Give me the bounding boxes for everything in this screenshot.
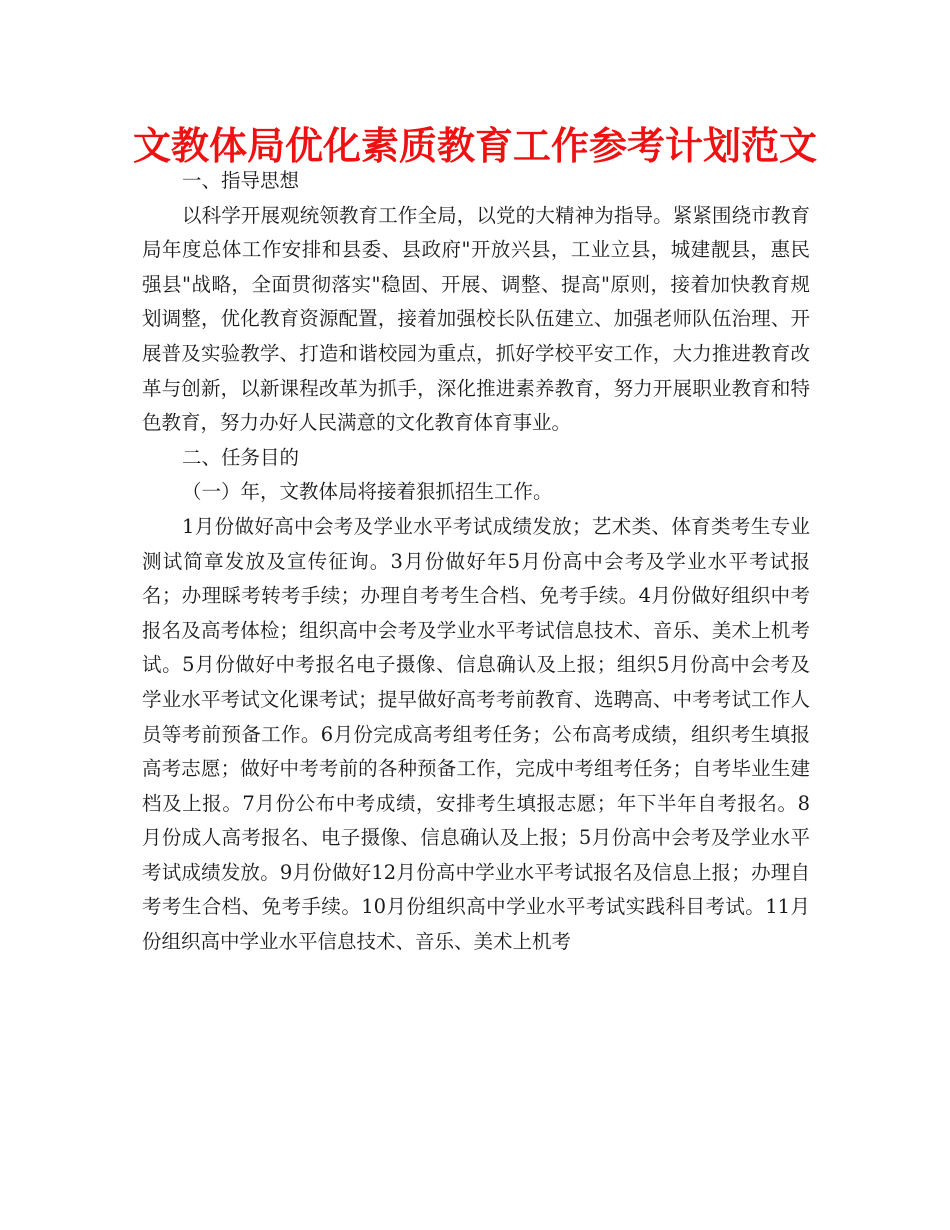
document-body	[142, 164, 810, 960]
document-title: 文教体局优化素质教育工作参考计划范文	[132, 124, 817, 168]
subsection-heading-enrollment: （一）年，文教体局将接着狠抓招生工作。	[182, 480, 553, 504]
section-heading-guiding-ideology: 一、指导思想	[182, 169, 300, 192]
paragraph-guiding-ideology: 以科学开展观统领教育工作全局，以党的大精神为指导。紧紧围绕市教育局年度总体工作安排和县委、县政府"开放兴县，工业立县，城建靓县，惠民强县"战略，全面贯彻落实"稳固、开展、调整、提高"原则，接着加快教育规划调整，优化教育资源配置，接着加强校长队伍建立、加强老师队伍治理、开展普及实验教学、打造和谐校园为重点，抓好学校平安工作，大力推进教育改革与创新，以新课程改革为抓手，深化推进素养教育，努力开展职业教育和特色教育，努力办好人民满意的文化教育体育事业。	[142, 203, 810, 435]
section-heading-task-objectives: 二、任务目的	[182, 445, 300, 469]
paragraph-monthly-schedule: 1月份做好高中会考及学业水平考试成绩发放；艺术类、体育类考生专业测试简章发放及宣传征询。3月份做好年5月份高中会考及学业水平考试报名；办理睬考转考手续；办理自考考生合档、免考手续。4月份做好组织中考报名及高考体检；组织高中会考及学业水平考试信息技术、音乐、美术上机考试。5月份做好中考报名电子摄像、信息确认及上报；组织5月份高中会考及学业水平考试文化课考试；提早做好高考考前教育、选聘高、中考考试工作人员等考前预备工作。6月份完成高考组考任务；公布高考成绩，组织考生填报高考志愿；做好中考考前的各种预备工作，完成中考组考任务；自考毕业生建档及上报。7月份公布中考成绩，安排考生填报志愿；年下半年自考报名。8月份成人高考报名、电子摄像、信息确认及上报；5月份高中会考及学业水平考试成绩发放。9月份做好12月份高中学业水平考试报名及信息上报；办理自考考生合档、免考手续。10月份组织高中学业水平考试实践科目考试。11月份组织高中学业水平信息技术、音乐、美术上机考	[142, 514, 810, 954]
